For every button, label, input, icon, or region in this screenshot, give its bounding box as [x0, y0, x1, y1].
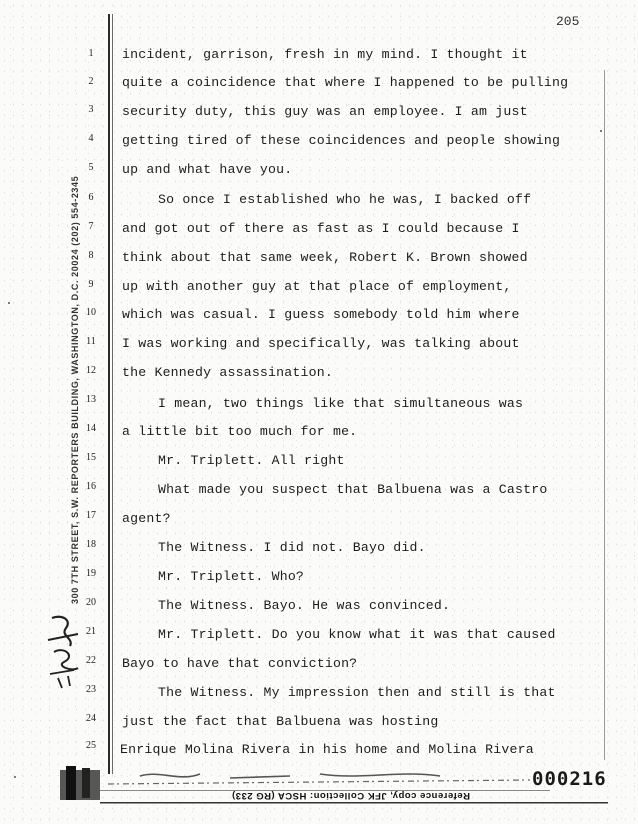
transcript-line: Mr. Triplett. Do you know what it was that caused: [158, 627, 556, 642]
left-margin-rule: [108, 14, 110, 774]
line-number: 6: [88, 192, 94, 203]
line-number: 25: [86, 740, 96, 751]
page-number: 205: [556, 14, 580, 29]
line-number: 19: [86, 568, 96, 579]
line-number: 3: [88, 104, 94, 115]
line-number: 4: [88, 133, 94, 144]
line-number: 18: [86, 539, 96, 550]
stray-mark: [600, 130, 602, 132]
reference-copy-label: Reference copy, JFK Collection: HSCA (RG 233): [231, 790, 470, 801]
line-number: 16: [86, 481, 96, 492]
line-number: 21: [86, 626, 96, 637]
line-number: 12: [86, 365, 96, 376]
transcript-line: I was working and specifically, was talking about: [122, 336, 520, 351]
transcript-line: think about that same week, Robert K. Brown showed: [122, 250, 528, 265]
line-number: 2: [88, 76, 94, 87]
transcript-line: security duty, this guy was an employee. I am just: [122, 104, 528, 119]
stray-mark: [14, 776, 16, 778]
line-number: 1: [88, 48, 94, 59]
transcript-line: up with another guy at that place of employment,: [122, 279, 512, 294]
transcript-line: getting tired of these coincidences and people showing: [122, 133, 561, 148]
line-number: 15: [86, 452, 96, 463]
line-number: 8: [88, 250, 94, 261]
line-number: 10: [86, 307, 96, 318]
line-number: 5: [88, 162, 94, 173]
transcript-line: quite a coincidence that where I happened to be pulling: [122, 75, 569, 90]
transcript-line: a little bit too much for me.: [122, 424, 358, 439]
right-margin-rule: [604, 70, 605, 760]
transcript-line: agent?: [122, 511, 171, 526]
transcript-line: Bayo to have that conviction?: [122, 656, 358, 671]
transcript-line: up and what have you.: [122, 162, 293, 177]
reporter-address: 300 7TH STREET, S.W. REPORTERS BUILDING, WASHINGTON, D.C. 20024 (202) 554-2345: [70, 175, 80, 604]
line-number: 9: [88, 279, 94, 290]
transcript-line: just the fact that Balbuena was hosting: [122, 714, 439, 729]
line-number: 20: [86, 597, 96, 608]
line-number: 13: [86, 394, 96, 405]
transcript-line: incident, garrison, fresh in my mind. I thought it: [122, 47, 528, 62]
document-id: 000216: [532, 768, 607, 790]
transcript-line: The Witness. Bayo. He was convinced.: [158, 598, 451, 613]
transcript-line: I mean, two things like that simultaneous was: [158, 396, 524, 411]
transcript-line: Enrique Molina Rivera in his home and Molina Rivera: [120, 742, 534, 757]
transcript-line: The Witness. My impression then and still is that: [158, 685, 556, 700]
line-number: 24: [86, 713, 96, 724]
transcript-line: Mr. Triplett. All right: [158, 453, 345, 468]
line-number: 7: [88, 221, 94, 232]
transcript-line: The Witness. I did not. Bayo did.: [158, 540, 426, 555]
line-number: 14: [86, 423, 96, 434]
transcript-line: Mr. Triplett. Who?: [158, 569, 305, 584]
transcript-line: So once I established who he was, I backed off: [158, 192, 532, 207]
left-margin-rule-inner: [112, 14, 113, 774]
handwritten-mark-icon: [44, 612, 84, 692]
transcript-line: What made you suspect that Balbuena was a Castro: [158, 482, 548, 497]
line-number: 23: [86, 684, 96, 695]
line-number: 17: [86, 510, 96, 521]
transcript-line: the Kennedy assassination.: [122, 365, 333, 380]
transcript-line: which was casual. I guess somebody told him where: [122, 307, 520, 322]
stray-mark: [8, 302, 10, 304]
transcript-line: and got out of there as fast as I could because I: [122, 221, 520, 236]
line-number: 11: [86, 336, 96, 347]
line-number: 22: [86, 655, 96, 666]
